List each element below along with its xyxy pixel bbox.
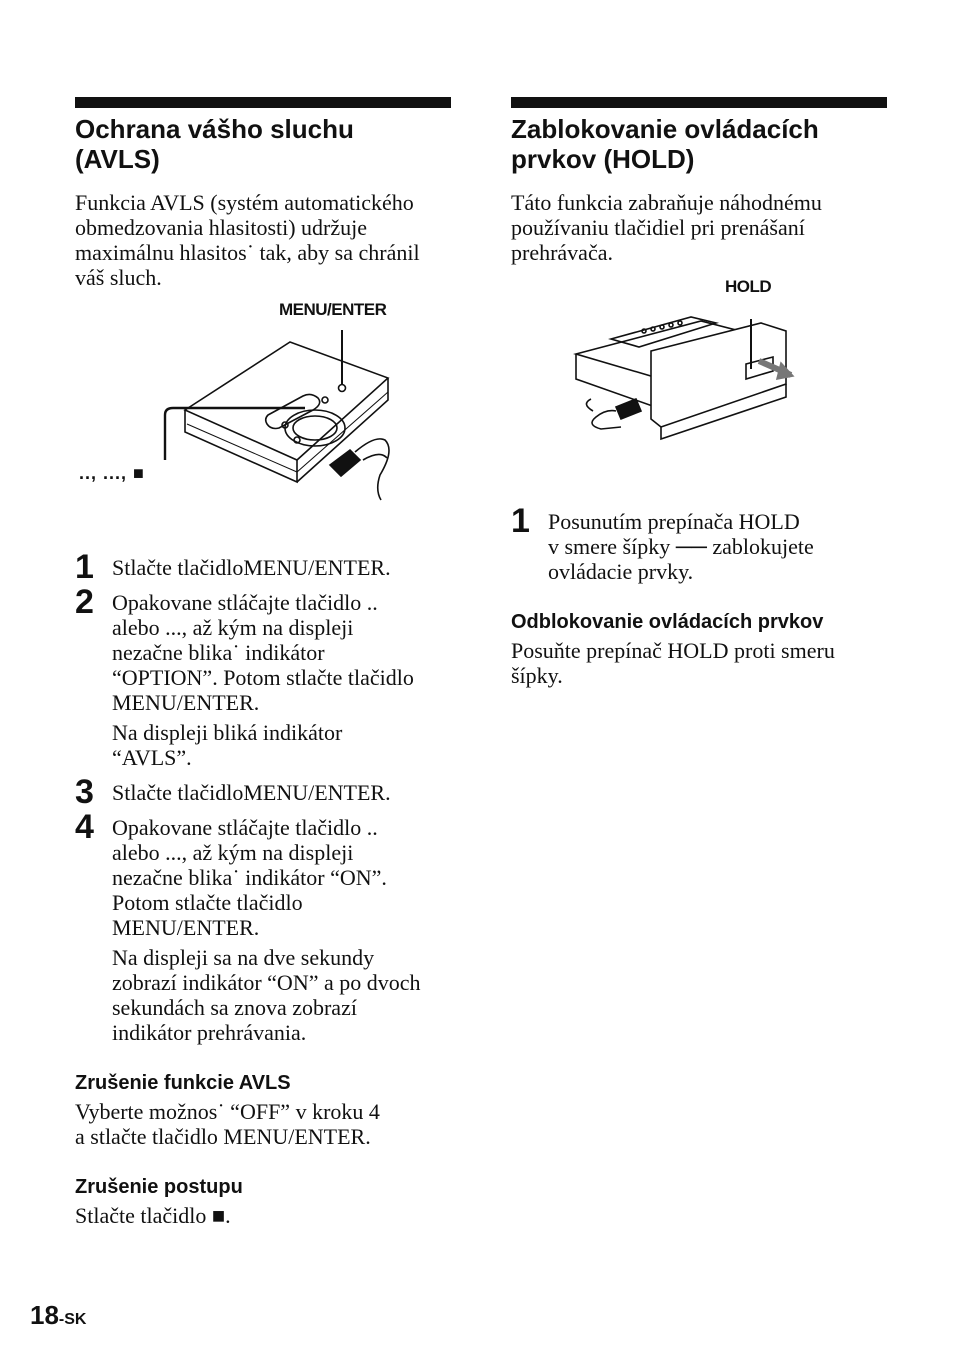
player-figure-hold: [511, 277, 887, 499]
cancel-avls-text: Vyberte možnos˙ “OFF” v kroku 4 a stlačte tlačidlo MENU/ENTER.: [75, 1099, 380, 1149]
step-note: Na displeji bliká indikátor “AVLS”.: [112, 720, 343, 770]
subheading-unlock: Odblokovanie ovládacích prvkov: [511, 611, 824, 633]
player-figure-menu: [75, 300, 451, 520]
step-1: [75, 548, 451, 586]
step-number: 3: [75, 773, 94, 811]
page-number-suffix: -SK: [58, 1311, 87, 1328]
player-illustration: [75, 300, 451, 520]
right-column: [511, 97, 887, 688]
step-4: [75, 808, 451, 1045]
cancel-procedure-text: Stlačte tlačidlo ■.: [75, 1203, 231, 1228]
step-number: 2: [75, 583, 94, 621]
step-1-hold: [511, 502, 887, 584]
step-3: [75, 773, 451, 811]
page-number: [30, 1300, 86, 1331]
section-heading-hold: Zablokovanie ovládacích prvkov (HOLD): [511, 114, 819, 174]
step-text: Opakovane stláčajte tlačidlo .. alebo ..., až kým na displeji nezačne blika˙ indikátor “ON”. Potom stlačte tlačidlo MENU/ENTER.: [112, 815, 387, 940]
step-text: Stlačte tlačidloMENU/ENTER.: [112, 555, 391, 580]
step-text: Opakovane stláčajte tlačidlo .. alebo ..., až kým na displeji nezačne blika˙ indikátor “OPTION”. Potom stlačte tlačidlo MENU/ENTER.: [112, 590, 414, 715]
section-heading-avls: Ochrana vášho sluchu (AVLS): [75, 114, 354, 174]
unlock-text: Posuňte prepínač HOLD proti smeru šípky.: [511, 638, 835, 688]
page-number-value: 18: [30, 1300, 59, 1330]
step-2: [75, 583, 451, 770]
player-hold-illustration: [511, 299, 887, 499]
section-rule: [75, 97, 451, 108]
subheading-cancel-avls: Zrušenie funkcie AVLS: [75, 1072, 291, 1094]
step-note: Na displeji sa na dve sekundy zobrazí indikátor “ON” a po dvoch sekundách sa znova zobrazí indikátor prehrávania.: [112, 945, 421, 1045]
subheading-cancel-procedure: Zrušenie postupu: [75, 1176, 243, 1198]
label-hold: HOLD: [725, 277, 772, 296]
step-number: 4: [75, 808, 94, 846]
label-transport-buttons: .., ..., ■: [79, 463, 145, 483]
step-number: 1: [75, 548, 94, 586]
section-rule: [511, 97, 887, 108]
step-text: Stlačte tlačidloMENU/ENTER.: [112, 780, 391, 805]
label-menu-enter: MENU/ENTER: [279, 300, 387, 319]
hold-intro: Táto funkcia zabraňuje náhodnému používaniu tlačidiel pri prenášaní prehrávača.: [511, 190, 822, 265]
step-text: Posunutím prepínača HOLD v smere šípky ── zablokujete ovládacie prvky.: [548, 509, 814, 584]
step-number: 1: [511, 502, 530, 540]
avls-intro: Funkcia AVLS (systém automatického obmedzovania hlasitosti) udržuje maximálnu hlasitos˙ tak, aby sa chránil váš sluch.: [75, 190, 420, 290]
left-column: [75, 97, 451, 1228]
